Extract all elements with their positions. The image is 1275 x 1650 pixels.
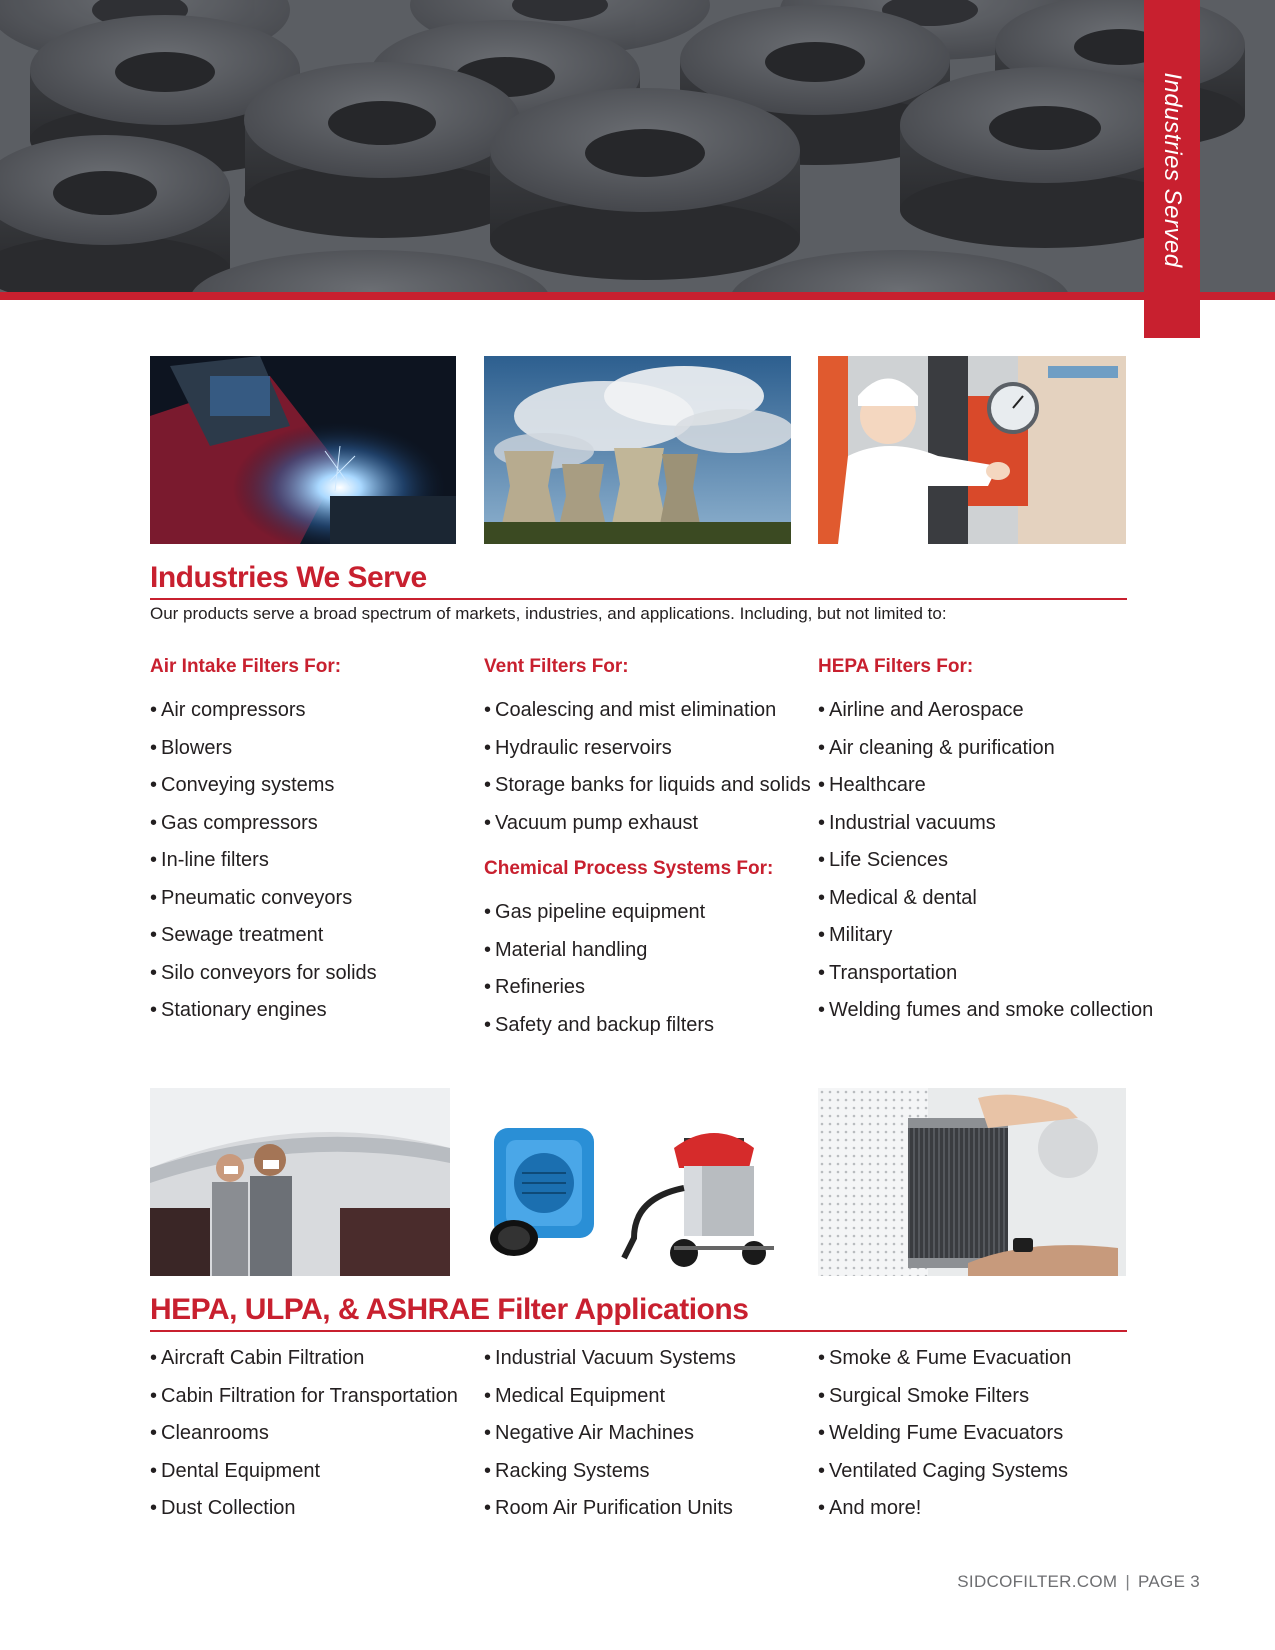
group-heading: Air Intake Filters For: [150, 656, 342, 677]
list-item: • Refineries [484, 969, 814, 1007]
list-item: • Transportation [818, 955, 1148, 993]
filter-caps-illustration [0, 0, 1275, 292]
list-item: • Smoke & Fume Evacuation [818, 1340, 1148, 1378]
list-item: • Vacuum pump exhaust [484, 805, 814, 843]
list-item: • Hydraulic reservoirs [484, 730, 814, 768]
side-tab-label: Industries Served [1159, 72, 1186, 268]
applications-column-3 [818, 1340, 1148, 1528]
list-item: • Material handling [484, 932, 814, 970]
list-item: • Welding fumes and smoke collection [818, 992, 1148, 1030]
welding-photo [150, 356, 456, 544]
aircraft-cabin-photo [150, 1088, 450, 1276]
list-item: • Aircraft Cabin Filtration [150, 1340, 480, 1378]
list-item: • Gas pipeline equipment [484, 894, 814, 932]
industry-list [484, 894, 814, 1044]
list-item: • Negative Air Machines [484, 1415, 814, 1453]
industries-title: Industries We Serve [150, 560, 1127, 600]
footer-site-link[interactable]: SIDCOFILTER.COM [957, 1572, 1118, 1591]
list-item: • Ventilated Caging Systems [818, 1453, 1148, 1491]
engineer-gauge-photo [818, 356, 1126, 544]
list-item: • Air compressors [150, 692, 480, 730]
list-item: • Safety and backup filters [484, 1007, 814, 1045]
application-list [150, 1340, 480, 1528]
application-list [484, 1340, 814, 1528]
list-item: • Welding Fume Evacuators [818, 1415, 1148, 1453]
page-footer [957, 1572, 1200, 1592]
industries-column-1 [150, 654, 480, 1030]
list-item: • Silo conveyors for solids [150, 955, 480, 993]
applications-title: HEPA, ULPA, & ASHRAE Filter Applications [150, 1292, 1127, 1332]
section-side-tab [1144, 0, 1200, 338]
list-item: • And more! [818, 1490, 1148, 1528]
footer-separator: | [1125, 1572, 1131, 1591]
list-item: • Airline and Aerospace [818, 692, 1148, 730]
list-item: • Surgical Smoke Filters [818, 1378, 1148, 1416]
list-item: • Pneumatic conveyors [150, 880, 480, 918]
group-heading: Vent Filters For: [484, 656, 629, 677]
industries-column-2 [484, 654, 814, 1044]
application-list [818, 1340, 1148, 1528]
list-item: • Industrial vacuums [818, 805, 1148, 843]
industry-list [150, 692, 480, 1030]
list-item: • Stationary engines [150, 992, 480, 1030]
header-rule [0, 292, 1275, 300]
list-item: • Conveying systems [150, 767, 480, 805]
list-item: • Medical & dental [818, 880, 1148, 918]
list-item: • Cabin Filtration for Transportation [150, 1378, 480, 1416]
industries-column-3 [818, 654, 1154, 1030]
list-item: • Medical Equipment [484, 1378, 814, 1416]
list-item: • Racking Systems [484, 1453, 814, 1491]
list-item: • Coalescing and mist elimination [484, 692, 814, 730]
list-item: • In-line filters [150, 842, 480, 880]
industry-list [818, 692, 1154, 1030]
list-item: • Dust Collection [150, 1490, 480, 1528]
list-item: • Sewage treatment [150, 917, 480, 955]
applications-column-2 [484, 1340, 814, 1528]
industry-list [484, 692, 814, 842]
list-item: • Dental Equipment [150, 1453, 480, 1491]
list-item: • Gas compressors [150, 805, 480, 843]
air-purifier-filter-photo [818, 1088, 1126, 1276]
cooling-towers-photo [484, 356, 791, 544]
list-item: • Life Sciences [818, 842, 1148, 880]
list-item: • Storage banks for liquids and solids [484, 767, 814, 805]
header-banner-image [0, 0, 1275, 292]
air-scrubber-vacuum-photo [484, 1088, 792, 1276]
list-item: • Healthcare [818, 767, 1148, 805]
list-item: • Industrial Vacuum Systems [484, 1340, 814, 1378]
list-item: • Military [818, 917, 1148, 955]
industries-intro: Our products serve a broad spectrum of markets, industries, and applications. Including, but not limited to: [150, 604, 947, 623]
list-item: • Cleanrooms [150, 1415, 480, 1453]
list-item: • Air cleaning & purification [818, 730, 1148, 768]
page-number: PAGE 3 [1138, 1572, 1200, 1591]
group-heading: Chemical Process Systems For: [484, 858, 774, 879]
group-heading: HEPA Filters For: [818, 656, 974, 677]
list-item: • Blowers [150, 730, 480, 768]
list-item: • Room Air Purification Units [484, 1490, 814, 1528]
applications-column-1 [150, 1340, 480, 1528]
